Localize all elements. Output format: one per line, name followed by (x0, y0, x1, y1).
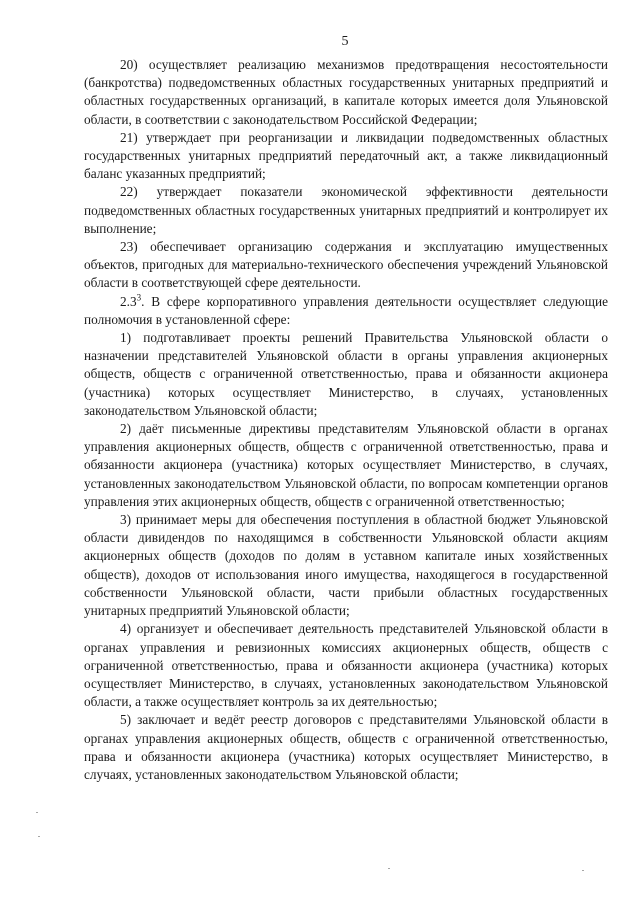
paragraph-subitem-2: 2) даёт письменные директивы представителям Ульяновской области в органах управления акционерных обществ, обществ с ограниченной ответственностью, права и обязанности акционера (участника) которых осуществляет Министерство, в случаях, установленных законодательством Ульяновской области, по вопросам компетенции органов управления этих акционерных обществ, обществ с ограниченной ответственностью; (84, 421, 608, 509)
section-intro-text: . В сфере корпоративного управления деятельности осуществляет следующие полномочия в установленной сфере: (84, 293, 608, 327)
document-body (84, 56, 608, 784)
scan-speck (388, 868, 390, 869)
paragraph-item-22: 22) утверждает показатели экономической эффективности деятельности подведомственных областных государственных унитарных предприятий и контролирует их выполнение; (84, 184, 608, 236)
scan-speck (38, 836, 40, 837)
paragraph-subitem-5: 5) заключает и ведёт реестр договоров с представителями Ульяновской области в органах управления акционерных обществ, обществ с ограниченной ответственностью, права и обязанности акционера (участника) которых осуществляет Министерство, в случаях, установленных законодательством Ульяновской области; (84, 712, 608, 782)
paragraph-item-20: 20) осуществляет реализацию механизмов предотвращения несостоятельности (банкротства) подведомственных областных государственных унитарных предприятий и областных государственных организаций, в капитале которых имеется доля Ульяновской области, в соответствии с законодательством Российской Федерации; (84, 57, 608, 127)
scan-speck (36, 812, 38, 813)
section-number: 2.3 (120, 293, 137, 309)
section-heading-2-3-3 (84, 293, 608, 329)
scan-speck (582, 870, 584, 871)
section-number-superscript: 3 (136, 292, 142, 303)
page-number: 5 (341, 34, 349, 49)
paragraph-subitem-1: 1) подготавливает проекты решений Правительства Ульяновской области о назначении представителей Ульяновской области в органы управления акционерных обществ, обществ с ограниченной ответственностью, права и обязанности акционера (участника) которых осуществляет Министерство, в случаях, установленных законодательством Ульяновской области; (84, 330, 608, 418)
paragraph-item-21: 21) утверждает при реорганизации и ликвидации подведомственных областных государственных унитарных предприятий передаточный акт, а также ликвидационный баланс указанных предприятий; (84, 129, 608, 182)
paragraph-subitem-3: 3) принимает меры для обеспечения поступления в областной бюджет Ульяновской области дивидендов по находящимся в собственности Ульяновской области акциям акционерных обществ (доходов по долям в уставном капитале иных хозяйственных обществ), доходов от использования иного имущества, находящегося в государственной собственности Ульяновской области, части прибыли областных государственных унитарных предприятий Ульяновской области; (84, 512, 608, 619)
paragraph-item-23: 23) обеспечивает организацию содержания и эксплуатацию имущественных объектов, пригодных для материально-технического обеспечения учреждений Ульяновской области в соответствующей сфере деятельности. (84, 239, 608, 291)
paragraph-subitem-4: 4) организует и обеспечивает деятельность представителей Ульяновской области в органах управления и ревизионных комиссиях акционерных обществ, обществ с ограниченной ответственностью, права и обязанности акционера (участника) которых осуществляет Министерство, в случаях, установленных законодательством Ульяновской области, а также осуществляет контроль за их деятельностью; (84, 621, 608, 710)
